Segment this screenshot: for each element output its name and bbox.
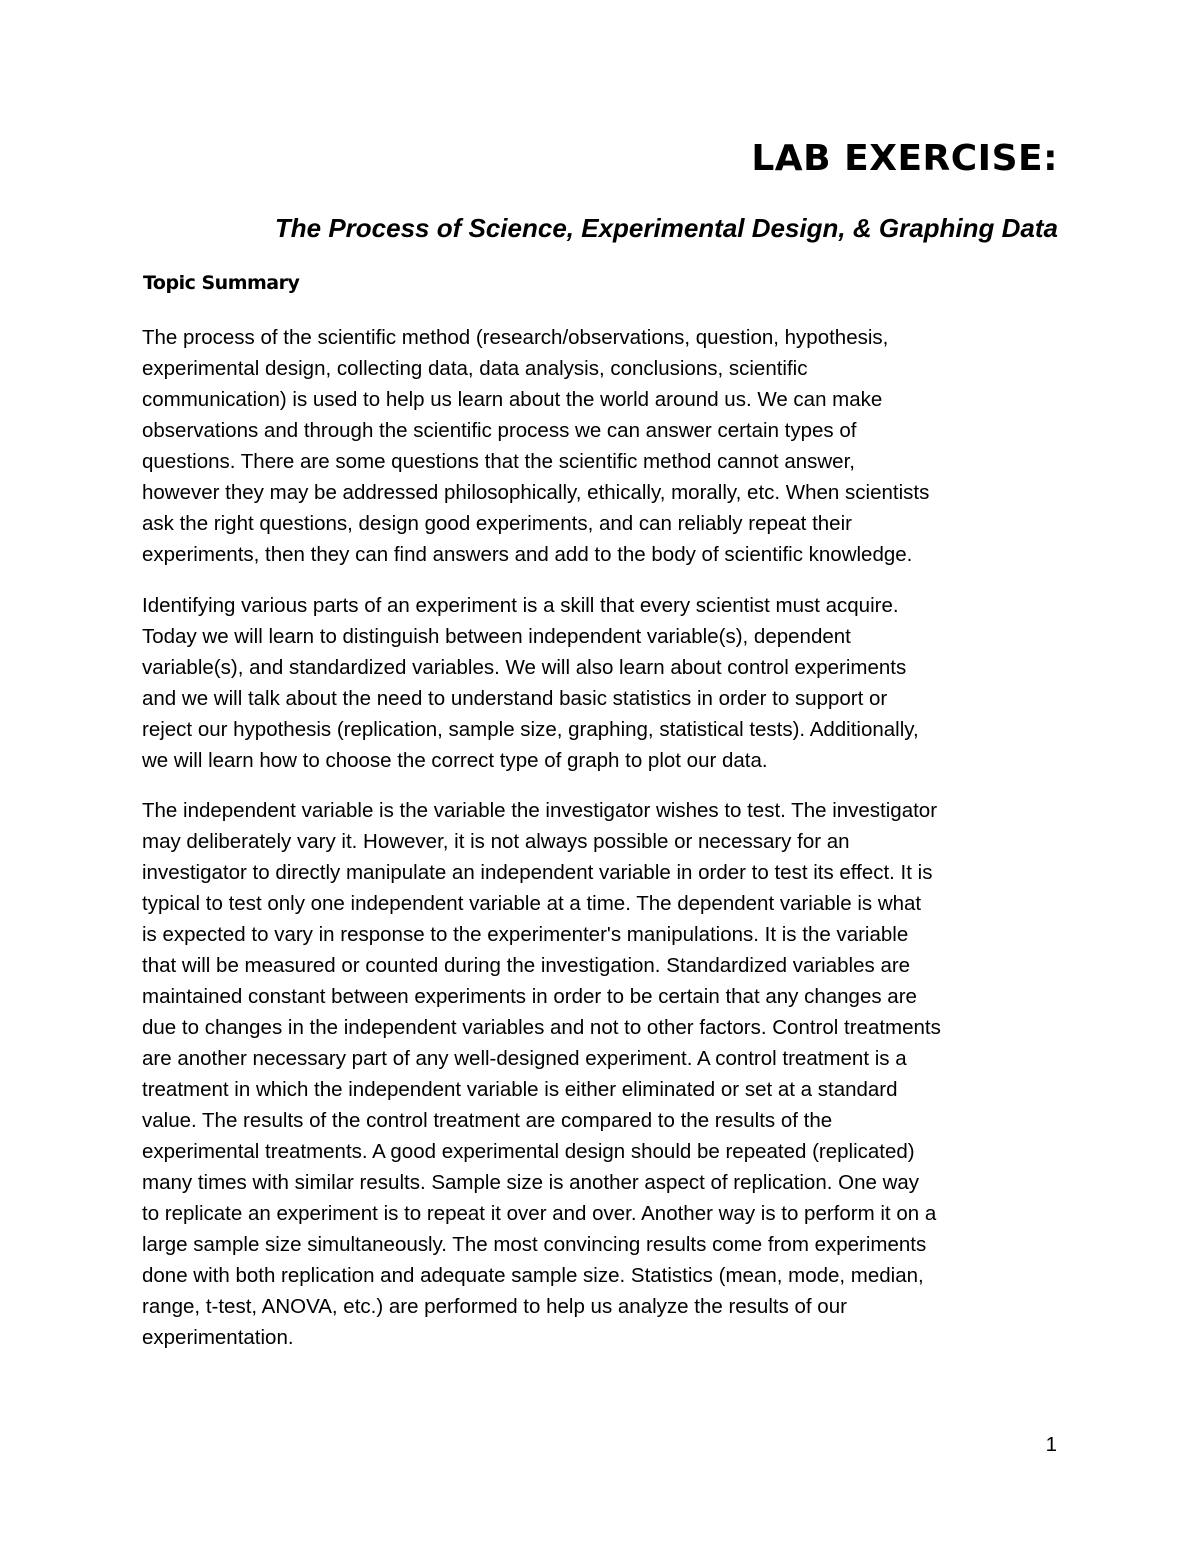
document-title: LAB EXERCISE: <box>751 138 1058 179</box>
text-line: and we will talk about the need to understand basic statistics in order to support or <box>142 687 888 710</box>
text-line: however they may be addressed philosophically, ethically, morally, etc. When scientists <box>142 481 930 504</box>
text-line: The independent variable is the variable the investigator wishes to test. The investigator <box>142 799 938 822</box>
document-subtitle: The Process of Science, Experimental Design, & Graphing Data <box>274 213 1058 243</box>
text-line: that will be measured or counted during the investigation. Standardized variables are <box>142 954 911 977</box>
text-line: are another necessary part of any well-designed experiment. A control treatment is a <box>142 1047 907 1070</box>
text-line: to replicate an experiment is to repeat it over and over. Another way is to perform it on a <box>142 1202 937 1225</box>
text-line: variable(s), and standardized variables. We will also learn about control experiments <box>142 656 907 679</box>
paragraph-experiment-parts <box>142 590 1062 776</box>
text-line: ask the right questions, design good experiments, and can reliably repeat their <box>142 512 852 535</box>
section-heading-topic-summary: Topic Summary <box>143 272 300 294</box>
text-line: treatment in which the independent variable is either eliminated or set at a standard <box>142 1078 898 1101</box>
text-line: value. The results of the control treatment are compared to the results of the <box>142 1109 833 1132</box>
paragraph-scientific-method <box>142 322 1062 570</box>
text-line: large sample size simultaneously. The most convincing results come from experiments <box>142 1233 927 1256</box>
text-line: experimental design, collecting data, data analysis, conclusions, scientific <box>142 357 808 380</box>
paragraph-variables <box>142 795 1062 1353</box>
text-line: maintained constant between experiments in order to be certain that any changes are <box>142 985 917 1008</box>
page-number: 1 <box>1045 1433 1057 1456</box>
text-line: communication) is used to help us learn about the world around us. We can make <box>142 388 883 411</box>
text-line: we will learn how to choose the correct type of graph to plot our data. <box>142 749 768 772</box>
text-line: may deliberately vary it. However, it is not always possible or necessary for an <box>142 830 850 853</box>
text-line: The process of the scientific method (research/observations, question, hypothesis, <box>142 326 889 349</box>
text-line: due to changes in the independent variables and not to other factors. Control treatments <box>142 1016 941 1039</box>
text-line: done with both replication and adequate sample size. Statistics (mean, mode, median, <box>142 1264 924 1287</box>
text-line: reject our hypothesis (replication, sample size, graphing, statistical tests). Additionally, <box>142 718 919 741</box>
text-line: Today we will learn to distinguish between independent variable(s), dependent <box>142 625 851 648</box>
text-line: experimentation. <box>142 1326 294 1349</box>
text-line: typical to test only one independent variable at a time. The dependent variable is what <box>142 892 922 915</box>
text-line: is expected to vary in response to the experimenter's manipulations. It is the variable <box>142 923 909 946</box>
text-line: observations and through the scientific process we can answer certain types of <box>142 419 857 442</box>
text-line: range, t-test, ANOVA, etc.) are performed to help us analyze the results of our <box>142 1295 847 1318</box>
text-line: questions. There are some questions that the scientific method cannot answer, <box>142 450 855 473</box>
text-line: experiments, then they can find answers and add to the body of scientific knowledge. <box>142 543 913 566</box>
text-line: Identifying various parts of an experiment is a skill that every scientist must acquire. <box>142 594 899 617</box>
text-line: experimental treatments. A good experimental design should be repeated (replicated) <box>142 1140 915 1163</box>
text-line: investigator to directly manipulate an independent variable in order to test its effect. It is <box>142 861 933 884</box>
text-line: many times with similar results. Sample size is another aspect of replication. One way <box>142 1171 920 1194</box>
